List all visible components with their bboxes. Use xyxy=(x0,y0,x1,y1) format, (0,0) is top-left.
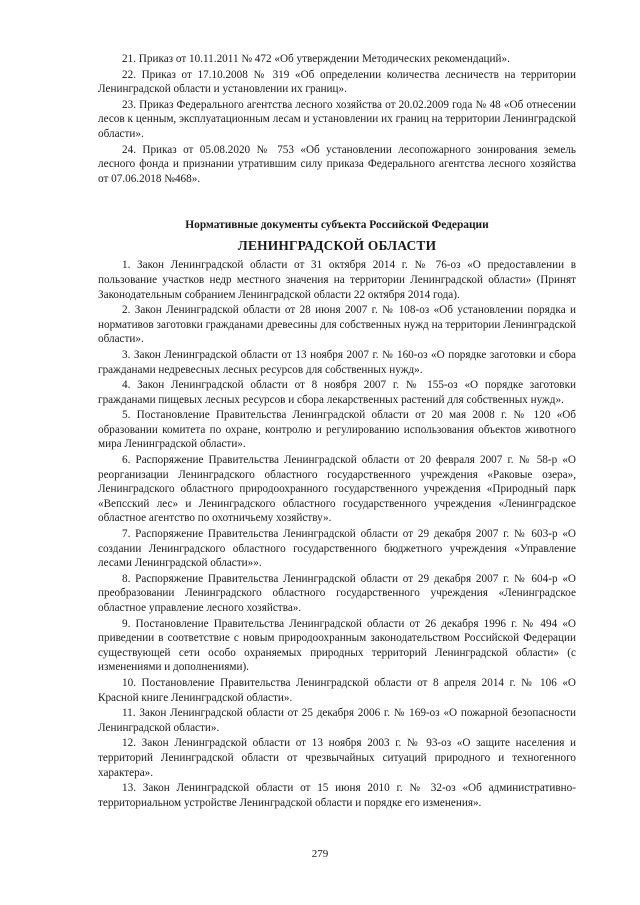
list-item: 3. Закон Ленинградской области от 13 ноября 2007 г. № 160-оз «О порядке заготовки и сбора гражданами недревесных лесных ресурсов для собственных нужд». xyxy=(98,348,576,376)
list-item: 2. Закон Ленинградской области от 28 июня 2007 г. № 108-оз «Об установлении порядка и нормативов заготовки гражданами древесины для собственных нужд на территории Ленинградской области». xyxy=(98,304,576,346)
list-item: 22. Приказ от 17.10.2008 № 319 «Об определении количества лесничеств на территории Ленинградской области и установлении их границ». xyxy=(98,68,576,96)
list-item: 12. Закон Ленинградской области от 13 ноября 2003 г. № 93-оз «О защите населения и территорий Ленинградской области от чрезвычайных ситуаций природного и техногенного характера». xyxy=(98,737,576,779)
section-federal-orders xyxy=(98,52,576,186)
list-item: 9. Постановление Правительства Ленинградской области от 26 декабря 1996 г. № 494 «О приведении в соответствие с новым природоохранным законодательством Российской Федерации существующей сети особо охраняемых природных территорий Ленинградской области» (с изменениями и дополнениями). xyxy=(98,617,576,674)
section-subtitle: Нормативные документы субъекта Российской Федерации xyxy=(185,219,489,232)
list-item: 13. Закон Ленинградской области от 15 июня 2010 г. № 32-оз «Об административно-территориальном устройстве Ленинградской области и порядке его изменения». xyxy=(98,782,576,809)
page-number: 279 xyxy=(311,848,329,860)
section-title: ЛЕНИНГРАДСКОЙ ОБЛАСТИ xyxy=(237,238,437,254)
list-item: 1. Закон Ленинградской области от 31 октября 2014 г. № 76-оз «О предоставлении в пользование участков недр местного значения на территории Ленинградской области» (Принят Законодательным собранием Ленинградской области 22 октября 2014 года). xyxy=(98,259,576,301)
list-item: 10. Постановление Правительства Ленинградской области от 8 апреля 2014 г. № 106 «О Красной книге Ленинградской области». xyxy=(98,676,576,704)
list-item: 21. Приказ от 10.11.2011 № 472 «Об утверждении Методических рекомендаций». xyxy=(122,53,510,65)
list-item: 24. Приказ от 05.08.2020 № 753 «Об установлении лесопожарного зонирования земель лесного фонда и признании утратившим силу приказа Федерального агентства лесного хозяйства от 07.06.2018 №468». xyxy=(98,143,576,185)
list-item: 8. Распоряжение Правительства Ленинградской области от 29 декабря 2007 г. № 604-р «О преобразовании Ленинградского областного государственного учреждения «Ленинградское областное управление лесного хозяйства». xyxy=(98,572,576,614)
section-regional-documents xyxy=(98,258,576,810)
list-item: 7. Распоряжение Правительства Ленинградской области от 29 декабря 2007 г. № 603-р «О создании Ленинградского областного государственного бюджетного учреждения «Управление лесами Ленинградской области»». xyxy=(98,528,576,570)
list-item: 23. Приказ Федерального агентства лесного хозяйства от 20.02.2009 года № 48 «Об отнесении лесов к ценным, эксплуатационным лесам и установлении их границ на территории Ленинградской области». xyxy=(98,98,576,140)
list-item: 5. Постановление Правительства Ленинградской области от 20 мая 2008 г. № 120 «Об образовании комитета по охране, контролю и регулированию использования объектов животного мира Ленинградской области». xyxy=(98,409,576,451)
list-item: 6. Распоряжение Правительства Ленинградской области от 20 февраля 2007 г. № 58-р «О реорганизации Ленинградского областного государственного учреждения «Раковые озера», Ленинградского областного природоохранного государственного учреждения «Природный парк «Вепсский лес» и Ленинградского областного государственного учреждения «Ленинградское областное агентство по охотничьему хозяйству». xyxy=(98,454,576,525)
list-item: 4. Закон Ленинградской области от 8 ноября 2007 г. № 155-оз «О порядке заготовки гражданами пищевых лесных ресурсов и сбора лекарственных растений для собственных нужд». xyxy=(98,379,576,406)
document-page xyxy=(98,52,576,811)
list-item: 11. Закон Ленинградской области от 25 декабря 2006 г. № 169-оз «О пожарной безопасности Ленинградской области». xyxy=(98,707,576,734)
